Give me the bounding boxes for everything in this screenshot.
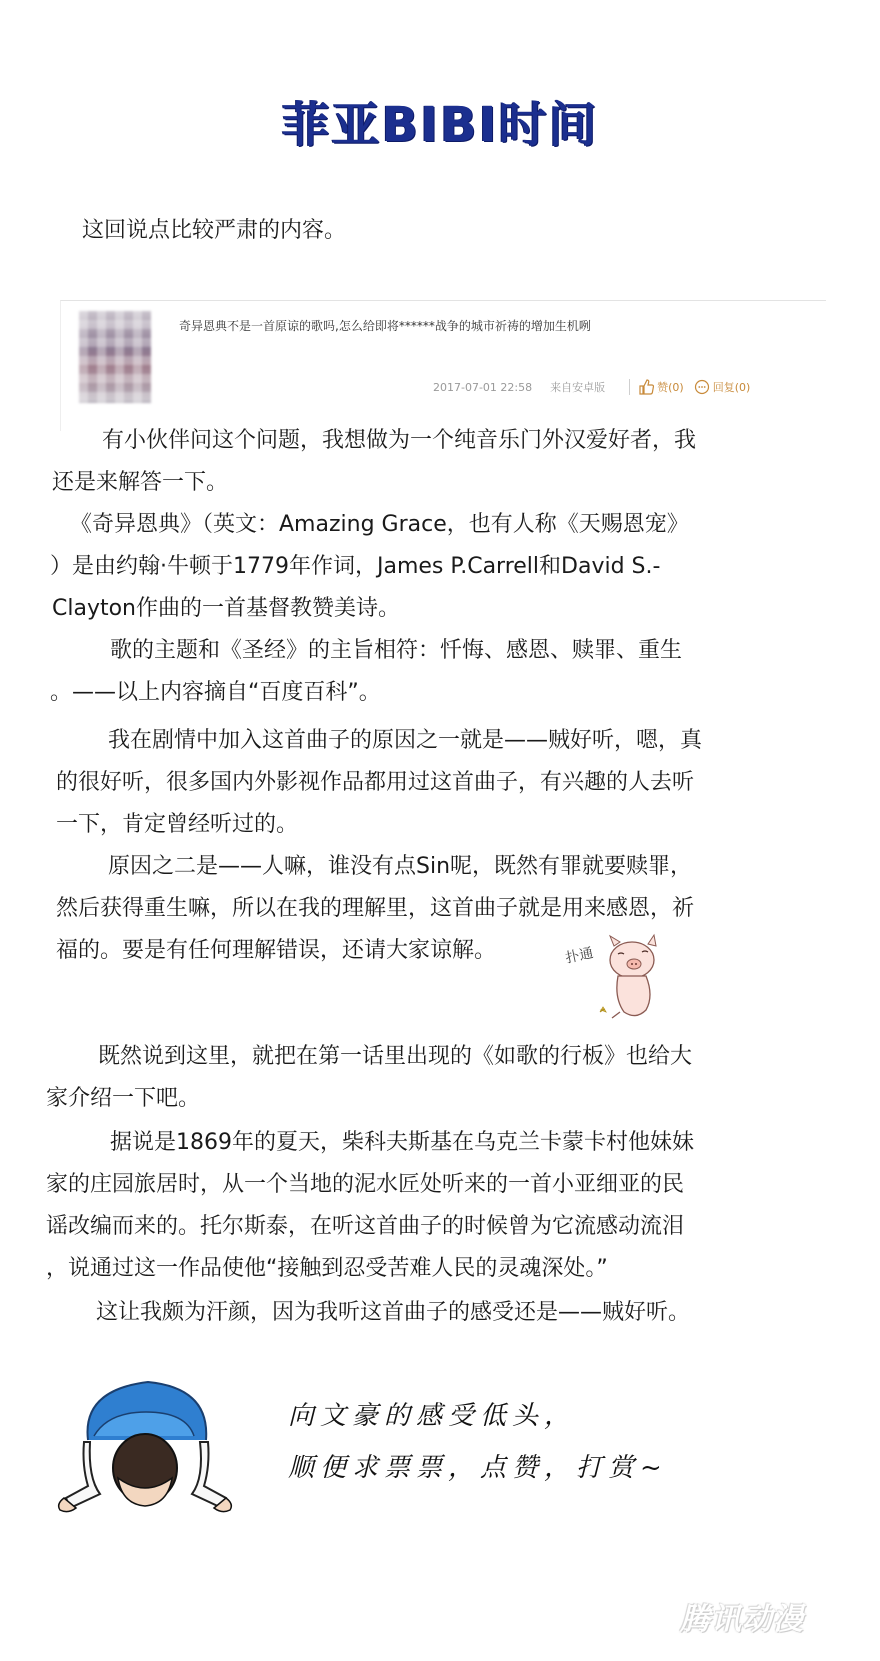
comment-card [60, 300, 826, 431]
paragraph-line: 据说是1869年的夏天，柴科夫斯基在乌克兰卡蒙卡村他妹妹 [110, 1130, 694, 1155]
paragraph-line: 既然说到这里，就把在第一话里出现的《如歌的行板》也给大 [98, 1044, 693, 1069]
comment-meta [433, 379, 760, 395]
sticker-label: 扑通 [564, 945, 595, 967]
paragraph-line: 家介绍一下吧。 [46, 1086, 201, 1111]
reply-label: 回复(0) [712, 381, 751, 394]
paragraph-line: ）是由约翰·牛顿于1779年作词，James P.Carrell和David S.- [50, 554, 661, 579]
paragraph-line: 这让我颇为汗颜，因为我听这首曲子的感受还是——贼好听。 [96, 1300, 691, 1325]
comment-date: 2017-07-01 22:58 [433, 380, 533, 394]
paragraph-line: 原因之二是——人嘛，谁没有点Sin呢，既然有罪就要赎罪， [108, 854, 693, 879]
paragraph-line: 一下，肯定曾经听过的。 [56, 812, 299, 837]
divider [629, 379, 630, 395]
intro-text: 这回说点比较严肃的内容。 [82, 218, 347, 243]
paragraph-line: 《奇异恩典》（英文：Amazing Grace，也有人称《天赐恩宠》 [70, 512, 689, 537]
closing-line: 顺便求票票，点赞，打赏~ [288, 1453, 668, 1483]
thumbs-up-icon [638, 379, 654, 395]
paragraph-line: Clayton作曲的一首基督教赞美诗。 [52, 596, 401, 621]
paragraph-line: 家的庄园旅居时，从一个当地的泥水匠处听来的一首小亚细亚的民 [46, 1172, 685, 1197]
paragraph-line: 然后获得重生嘛，所以在我的理解里，这首曲子就是用来感恩，祈 [56, 896, 695, 921]
reply-bubble-icon [694, 379, 710, 395]
bowing-figure-illustration [50, 1370, 240, 1515]
watermark-logo: 腾讯动漫 [680, 1602, 804, 1637]
like-label: 赞(0) [657, 381, 684, 394]
paragraph-line: 。——以上内容摘自“百度百科”。 [50, 680, 381, 705]
pig-sticker [560, 920, 670, 1030]
paragraph-line: 我在剧情中加入这首曲子的原因之一就是——贼好听，嗯，真 [108, 728, 703, 753]
paragraph-line: 歌的主题和《圣经》的主旨相符：忏悔、感恩、赎罪、重生 [110, 638, 683, 663]
page-title: 菲亚BIBI时间 [281, 97, 599, 153]
blurred-avatar [79, 311, 151, 403]
paragraph-line: ，说通过这一作品使他“接触到忍受苦难人民的灵魂深处。” [46, 1256, 608, 1281]
paragraph-line: 的很好听，很多国内外影视作品都用过这首曲子，有兴趣的人去听 [56, 770, 695, 795]
paragraph-line: 有小伙伴问这个问题，我想做为一个纯音乐门外汉爱好者，我 [102, 428, 697, 453]
comment-text: 奇异恩典不是一首原谅的歌吗,怎么给即将******战争的城市祈祷的增加生机咧 [179, 319, 591, 333]
paragraph-line: 福的。要是有任何理解错误，还请大家谅解。 [56, 938, 497, 963]
paragraph-line: 谣改编而来的。托尔斯泰，在听这首曲子的时候曾为它流感动流泪 [46, 1214, 685, 1239]
like-button[interactable] [638, 379, 684, 395]
closing-line: 向文豪的感受低头， [288, 1401, 577, 1431]
paragraph-line: 还是来解答一下。 [52, 470, 229, 495]
comment-source: 来自安卓版 [550, 381, 606, 394]
reply-button[interactable] [694, 379, 751, 395]
